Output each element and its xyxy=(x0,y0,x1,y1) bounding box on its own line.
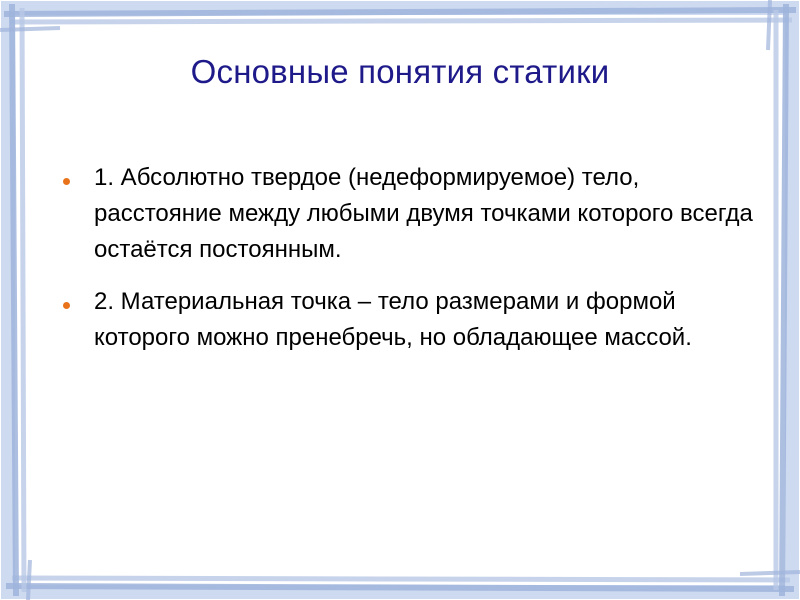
list-item xyxy=(60,284,760,356)
bullet-text: 1. Абсолютно твердое (недеформируемое) тело, расстояние между любыми двумя точками которого всегда остаётся постоянным. xyxy=(94,164,753,263)
bullet-text: 2. Материальная точка – тело размерами и формой которого можно пренебречь, но обладающее массой. xyxy=(94,288,692,351)
slide-title: Основные понятия статики xyxy=(190,53,610,90)
bullet-dot-icon xyxy=(63,302,70,309)
bullet-dot-icon xyxy=(63,178,70,185)
list-item xyxy=(60,160,760,268)
bullet-list xyxy=(60,160,760,372)
